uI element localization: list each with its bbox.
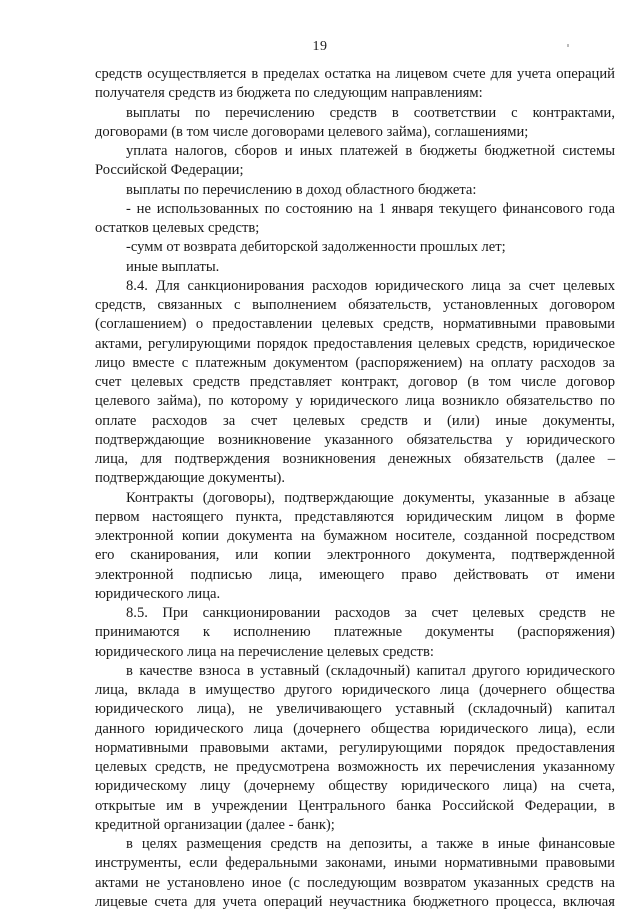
text-line: уплата налогов, сборов и иных платежей в бюджеты бюджетной системы	[126, 143, 615, 159]
text-line: остатков целевых средств;	[95, 220, 260, 236]
text-line: Российской Федерации;	[95, 162, 244, 179]
text-line: целевого займа), по которому у юридического лица возникло обязательство по	[95, 393, 615, 410]
text-line: актами не установлено иное (с последующим возвратом указанных средств на	[95, 874, 615, 891]
text-line: данного юридического лица (дочернего общества юридического лица), если	[95, 720, 615, 737]
text-line: выплаты по перечислению в доход областного бюджета:	[126, 181, 477, 198]
text-line: целевых средств, не предусмотрена возможность их перечисления указанному	[95, 759, 615, 775]
text-line: принимаются к исполнению платежные документы (распоряжения)	[95, 624, 615, 641]
text-line: первом настоящего пункта, представляются юридическим лицом в форме	[95, 508, 615, 525]
text-line: Контракты (договоры), подтверждающие документы, указанные в абзаце	[126, 489, 615, 506]
text-line: юридического лица.	[95, 585, 221, 602]
text-line: оплате расходов за счет целевых средств и (или) иные документы,	[95, 412, 615, 429]
text-line: открытые им в учреждении Центрального банка Российской Федерации, в	[95, 797, 615, 814]
text-line: подтверждающие возникновение указанного обязательства у юридического	[95, 431, 615, 448]
text-line: подтверждающие документы).	[95, 470, 286, 487]
scan-mark	[567, 44, 569, 47]
page-number: 19	[312, 39, 328, 54]
text-line: юридическому лицу (дочернему обществу юридического лица) на счета,	[95, 778, 615, 795]
text-line: получателя средств из бюджета по следующим направлениям:	[95, 85, 483, 102]
text-line: электронной копии документа на бумажном носителе, созданной посредством	[95, 528, 615, 544]
text-line: лица, для подтверждения возникновения денежных обязательств (далее –	[95, 451, 615, 467]
text-line: в целях размещения средств на депозиты, а также в иные финансовые	[126, 836, 615, 852]
text-line: инструменты, если федеральными законами, иными нормативными правовыми	[95, 855, 615, 872]
text-line: кредитной организации (далее - банк);	[95, 816, 335, 833]
text-line: 8.5. При санкционировании расходов за счет целевых средств не	[126, 605, 615, 621]
text-line: - не использованных по состоянию на 1 января текущего финансового года	[126, 200, 615, 217]
text-line: (соглашением) о предоставлении целевых средств, нормативными правовыми	[95, 316, 615, 333]
text-line: выплаты по перечислению средств в соответствии с контрактами,	[126, 104, 615, 121]
text-line: иные выплаты.	[126, 258, 220, 275]
text-line: юридического лица), не увеличивающего уставный (складочный) капитал	[95, 701, 615, 718]
text-line: лицевые счета для учета операций неучастника бюджетного процесса, включая	[95, 893, 615, 910]
text-line: электронной подписью лица, имеющего право действовать от имени	[95, 566, 615, 583]
text-line: 8.4. Для санкционирования расходов юридического лица за счет целевых	[126, 277, 615, 294]
text-line: счет целевых средств представляет контракт, договор (в том числе договор	[95, 374, 615, 390]
text-line: средств, связанных с выполнением обязательств, установленных договором	[95, 297, 615, 313]
text-line: договорами (в том числе договорами целевого займа), соглашениями;	[95, 123, 529, 140]
document-body	[95, 65, 615, 912]
text-line: в качестве взноса в уставный (складочный) капитал другого юридического	[126, 662, 615, 679]
text-line: лица, вклада в имущество другого юридического лица (дочернего общества	[95, 682, 615, 698]
text-line: нормативными правовыми актами, регулирующими порядок предоставления	[95, 739, 615, 756]
text-line: его сканирования, или копии электронного документа, подтвержденной	[95, 547, 615, 564]
text-line: актами, регулирующими порядок предоставления целевых средств, юридическое	[95, 335, 615, 352]
text-line: лицо вместе с платежным документом (распоряжением) на оплату расходов за	[95, 354, 615, 371]
text-line: средств осуществляется в пределах остатка на лицевом счете для учета операций	[95, 66, 615, 82]
text-line: -сумм от возврата дебиторской задолженности прошлых лет;	[126, 239, 506, 256]
text-line: юридического лица на перечисление целевых средств:	[95, 643, 434, 660]
